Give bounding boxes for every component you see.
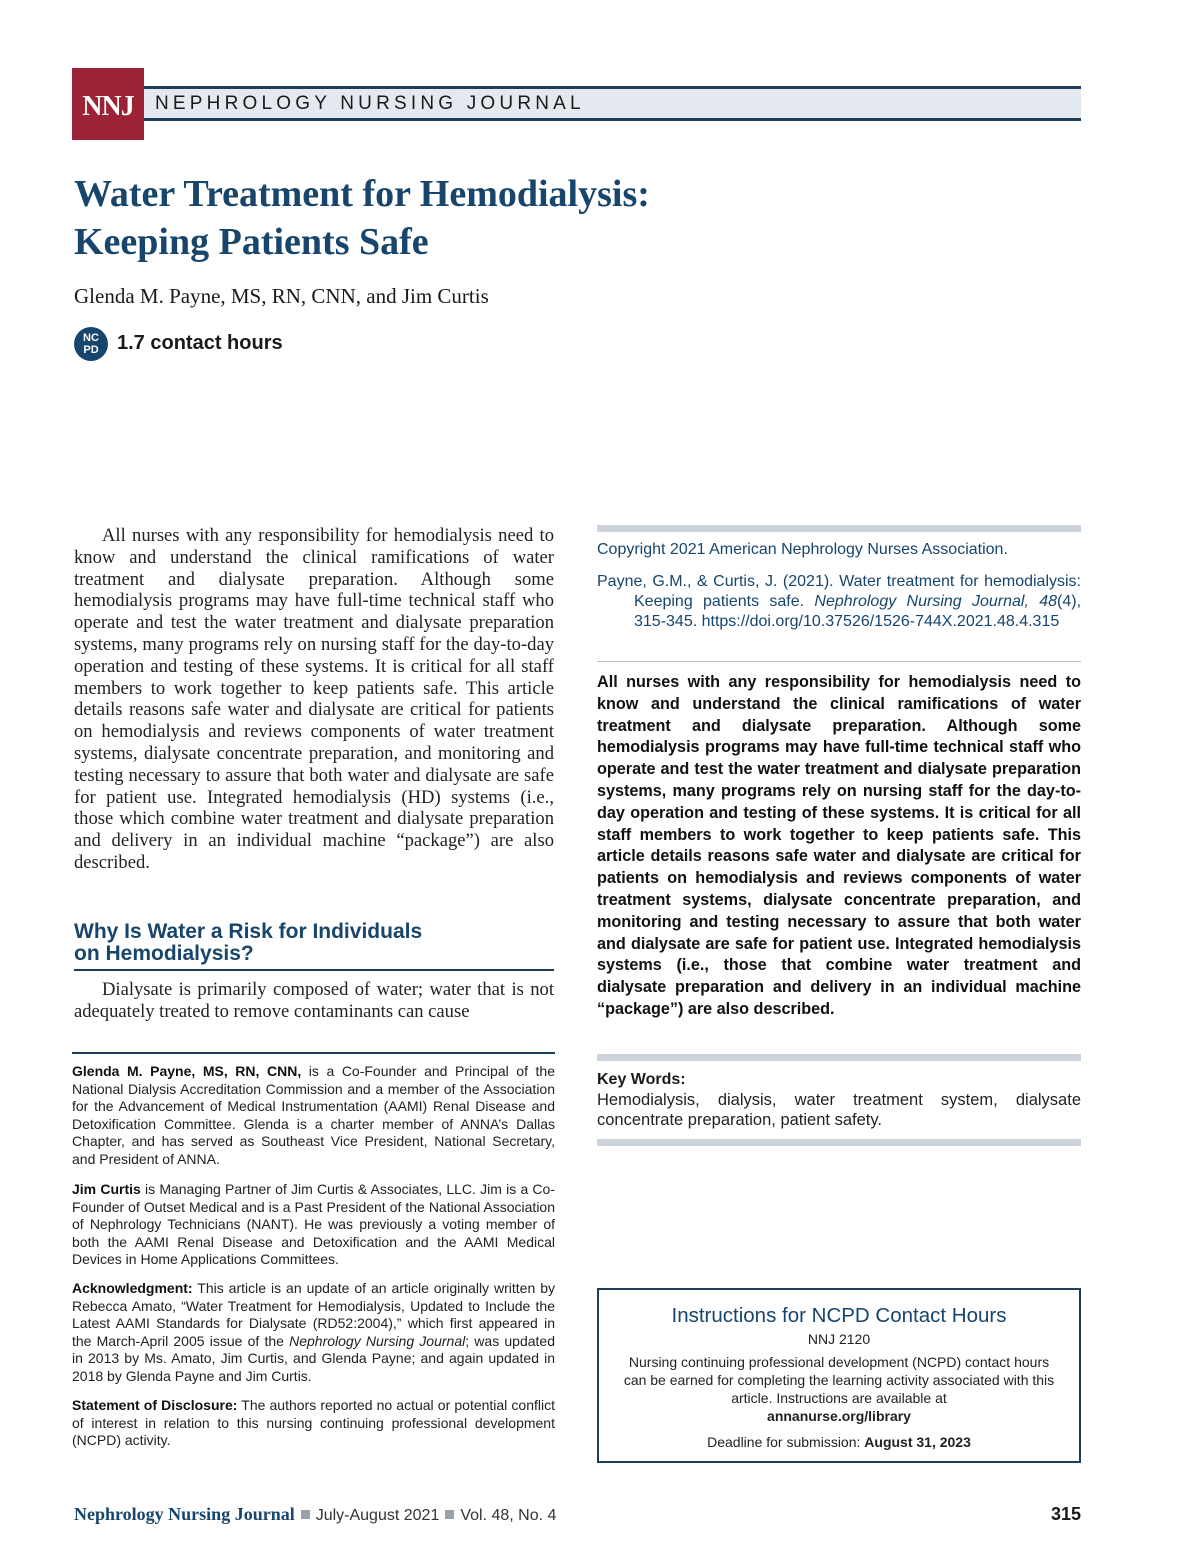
section-heading-line-2: on Hemodialysis? [74, 942, 254, 965]
rule-abstract [597, 1054, 1081, 1061]
article-title [74, 170, 834, 266]
intro-paragraph [74, 525, 554, 874]
bio-payne-text: is a Co-Founder and Principal of the National Dialysis Accreditation Commission and a member of the Association for the Advancement of Medical Instrumentation (AAMI) Renal Disease and Detoxification Committee. Glenda is a charter member of ANNA’s Dallas Chapter, and has served as Southeast Vice President, National Secretary, and President of ANNA. [72, 1063, 555, 1167]
deadline-label: Deadline for submission: [707, 1434, 865, 1450]
bio-payne-name: Glenda M. Payne, MS, RN, CNN, [72, 1063, 302, 1079]
citation-post: (4), 315-345. https://doi.org/10.37526/1526-744X.2021.48.4.315 [634, 593, 1082, 630]
ncpd-box-link[interactable]: annanurse.org/library [767, 1408, 911, 1424]
footer-separator-icon [301, 1510, 310, 1519]
footer-volume: Vol. 48, No. 4 [460, 1507, 557, 1524]
section-paragraph [74, 979, 554, 1023]
bio-payne [72, 1063, 555, 1169]
copyright-line: Copyright 2021 American Nephrology Nurses Association. [597, 541, 1008, 558]
page-number: 315 [1050, 1504, 1081, 1524]
journal-name: NEPHROLOGY NURSING JOURNAL [155, 93, 585, 114]
ncpd-badge-top: NC [83, 332, 99, 344]
footer-separator-icon [445, 1510, 454, 1519]
ncpd-box-title: Instructions for NCPD Contact Hours [671, 1304, 1007, 1327]
ncpd-box-code: NNJ 2120 [807, 1331, 871, 1347]
ncpd-deadline [599, 1434, 1079, 1450]
deadline-date: August 31, 2023 [864, 1434, 971, 1450]
section-heading-line-1: Why Is Water a Risk for Individuals [74, 920, 423, 943]
ncpd-instructions-box [597, 1288, 1081, 1463]
bio-divider [72, 1052, 555, 1054]
citation [597, 572, 1081, 632]
abstract: All nurses with any responsibility for hemodialysis need to know and understand the clinical ramifications of water treatment and dialysate preparation. Although some hemodialysis programs may have full-time technical staff who operate and test the water treatment and dialysate preparation systems, many programs rely on nursing staff for the day-to-day operation and testing of these systems. It is critical for all staff members to work together to keep patients safe. This article details reasons safe water and dialysate are critical for patients on hemodialysis and reviews components of water treatment systems, dialysate concentrate preparation, and monitoring and testing necessary to assure that both water and dialysate are safe for patient use. Integrated hemodialysis systems (i.e., those that combine water treatment and dialysate preparation and delivery in an individual machine “package”) are also described. [597, 673, 1081, 1018]
acknowledgment [72, 1280, 555, 1386]
citation-pre: Payne, G.M., & Curtis, J. (2021). Water treatment for hemodialysis: Keeping patients safe. [597, 573, 1081, 610]
title-line-2: Keeping Patients Safe [74, 221, 429, 263]
bio-curtis [72, 1181, 555, 1269]
disclosure-label: Statement of Disclosure: [72, 1397, 238, 1413]
section-text: Dialysate is primarily composed of water; water that is not adequately treated to remove contaminants can cause [74, 979, 554, 1022]
bio-curtis-name: Jim Curtis [72, 1181, 141, 1197]
footer-journal: Nephrology Nursing Journal [74, 1504, 295, 1524]
citation-journal: Nephrology Nursing Journal, 48 [814, 593, 1058, 610]
rule-citation [597, 661, 1081, 662]
keywords-label: Key Words: [597, 1071, 686, 1088]
disclosure-text: The authors reported no actual or potential conflict of interest in relation to this nursing continuing professional development (NCPD) activity. [72, 1397, 555, 1449]
bio-curtis-text: is Managing Partner of Jim Curtis & Associates, LLC. Jim is a Co-Founder of Outset Medical and is a Past President of the National Association of Nephrology Technicians (NANT). He was previously a voting member of both the AAMI Renal Disease and Detoxification and the AAMI Medical Devices in Home Applications Committees. [72, 1181, 555, 1268]
article-authors: Glenda M. Payne, MS, RN, CNN, and Jim Curtis [74, 284, 489, 308]
footer-issue: July-August 2021 [315, 1507, 440, 1524]
rule-top [597, 525, 1081, 532]
journal-logo: NNJ [72, 68, 144, 140]
disclosure [72, 1397, 555, 1450]
section-heading [74, 921, 554, 971]
ncpd-badge-bottom: PD [83, 344, 99, 356]
rule-keywords [597, 1139, 1081, 1146]
ack-text-1: This article is an update of an article originally written by Rebecca Amato, “Water Treatment for Hemodialysis, Updated to Include the Latest AAMI Standards for Dialysate (RD52:2004),” which first appeared in the March-April 2005 issue of the [72, 1280, 555, 1349]
intro-text: All nurses with any responsibility for hemodialysis need to know and understand the clinical ramifications of water treatment and dialysate preparation. Although some hemodialysis programs may have full-time technical staff who operate and test the water treatment and dialysate preparation systems, many programs rely on nursing staff for the day-to-day operation and testing of these systems. It is critical for all staff members to work together to keep patients safe. This article details reasons safe water and dialysate are critical for patients on hemodialysis and reviews components of water treatment systems, dialysate concentrate preparation, and monitoring and testing necessary to assure that both water and dialysate are safe for patient use. Integrated hemodialysis (HD) systems (i.e., those which combine water treatment and dialysate preparation and delivery in an individual machine “package”) are also described. [74, 525, 554, 873]
ncpd-badge-icon [74, 327, 108, 361]
ack-label: Acknowledgment: [72, 1280, 193, 1296]
ack-text-2: ; was updated in 2013 by Ms. Amato, Jim Curtis, and Glenda Payne; and again updated in 2018 by Glenda Payne and Jim Curtis. [72, 1332, 555, 1384]
title-line-1: Water Treatment for Hemodialysis: [74, 173, 650, 215]
ncpd-box-body: Nursing continuing professional development (NCPD) contact hours can be earned for completing the learning activity associated with this article. Instructions are available at [623, 1354, 1055, 1406]
ack-journal: Nephrology Nursing Journal [289, 1332, 466, 1349]
keywords: Hemodialysis, dialysis, water treatment system, dialysate concentrate preparation, patient safety. [597, 1091, 1081, 1129]
contact-hours: 1.7 contact hours [117, 332, 283, 354]
page-footer [74, 1504, 556, 1525]
